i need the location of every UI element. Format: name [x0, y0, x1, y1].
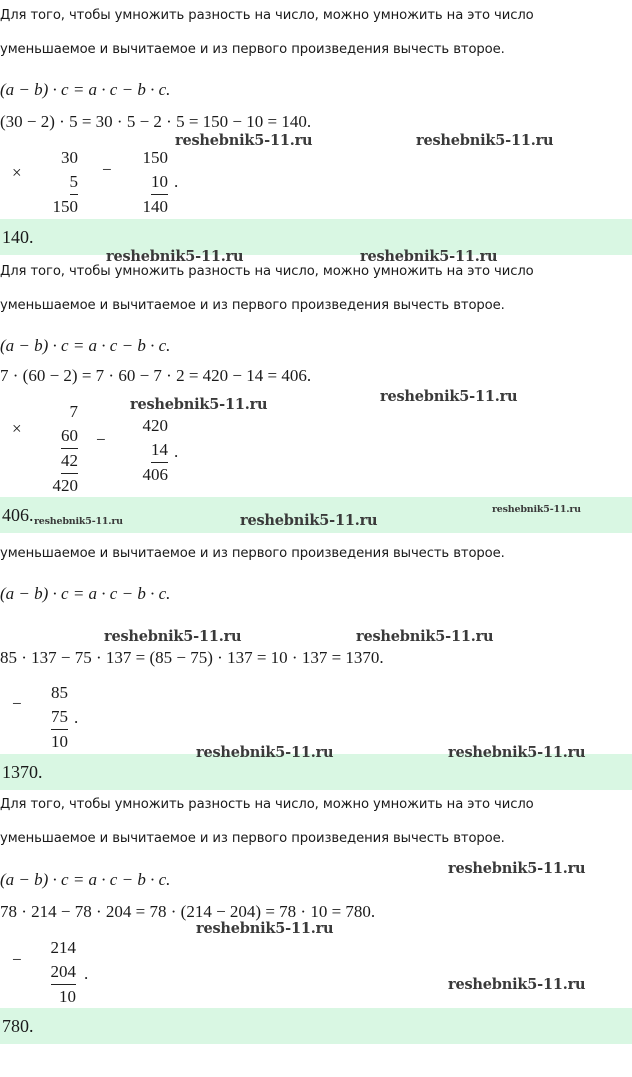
mult-result: 150 — [52, 197, 78, 216]
column-multiplication — [44, 146, 78, 219]
multiply-sign: × — [12, 419, 22, 438]
sub-top: 214 — [50, 938, 76, 957]
mult-bottom: 60 — [61, 424, 78, 449]
watermark: reshebnik5-11.ru — [380, 388, 518, 405]
mult-result: 420 — [52, 476, 78, 495]
watermark: reshebnik5-11.ru — [34, 516, 123, 527]
calculation-expression: 78 · 214 − 78 · 204 = 78 · (214 − 204) = 78 · 10 = 780. — [0, 902, 376, 921]
rule-text-line1: Для того, чтобы умножить разность на число, можно умножить на это число — [0, 264, 534, 279]
period: . — [174, 442, 179, 461]
distributive-formula: (a − b) · c = a · c − b · c. — [0, 80, 171, 99]
sub-bottom: 75 — [51, 705, 68, 730]
watermark: reshebnik5-11.ru — [240, 512, 378, 529]
watermark: reshebnik5-11.ru — [106, 248, 244, 265]
watermark: reshebnik5-11.ru — [104, 628, 242, 645]
distributive-formula: (a − b) · c = a · c − b · c. — [0, 336, 171, 355]
distributive-formula: (a − b) · c = a · c − b · c. — [0, 584, 171, 603]
mult-top: 7 — [69, 402, 78, 421]
distributive-formula: (a − b) · c = a · c − b · c. — [0, 870, 171, 889]
period: . — [84, 964, 89, 983]
minus-sign: − — [12, 694, 22, 713]
rule-text-line1: Для того, чтобы умножить разность на число, можно умножить на это число — [0, 8, 534, 23]
column-subtraction — [40, 681, 68, 754]
multiply-sign: × — [12, 163, 22, 182]
column-subtraction — [132, 146, 168, 219]
sub-bottom: 14 — [151, 438, 168, 463]
calculation-expression: (30 − 2) · 5 = 30 · 5 − 2 · 5 = 150 − 10 = 140. — [0, 112, 312, 131]
sub-top: 420 — [142, 416, 168, 435]
minus-sign: − — [12, 950, 22, 969]
sub-bottom: 204 — [51, 960, 77, 985]
column-subtraction — [40, 936, 76, 1009]
watermark: reshebnik5-11.ru — [448, 744, 586, 761]
sub-result: 406 — [142, 465, 168, 484]
watermark: reshebnik5-11.ru — [448, 860, 586, 877]
answer-text: 1370. — [2, 762, 43, 782]
mult-partial: 42 — [61, 449, 78, 474]
watermark: reshebnik5-11.ru — [196, 920, 334, 937]
rule-text-line1: Для того, чтобы умножить разность на число, можно умножить на это число — [0, 797, 534, 812]
minus-sign: − — [102, 160, 112, 179]
period: . — [174, 172, 179, 191]
answer-band — [0, 219, 632, 255]
mult-top: 30 — [61, 148, 78, 167]
watermark: reshebnik5-11.ru — [175, 132, 313, 149]
calculation-expression: 85 · 137 − 75 · 137 = (85 − 75) · 137 = 10 · 137 = 1370. — [0, 648, 384, 667]
minus-sign: − — [96, 430, 106, 449]
watermark: reshebnik5-11.ru — [130, 396, 268, 413]
mult-bottom: 5 — [70, 170, 79, 195]
period: . — [74, 708, 79, 727]
column-subtraction — [132, 414, 168, 487]
sub-result: 140 — [142, 197, 168, 216]
answer-band — [0, 1008, 632, 1044]
sub-top: 85 — [51, 683, 68, 702]
sub-result: 10 — [59, 987, 76, 1006]
rule-text-line2: уменьшаемое и вычитаемое и из первого произведения вычесть второе. — [0, 546, 505, 561]
sub-result: 10 — [51, 732, 68, 751]
calculation-expression: 7 · (60 − 2) = 7 · 60 − 7 · 2 = 420 − 14 = 406. — [0, 366, 312, 385]
answer-text: 140. — [2, 227, 34, 247]
watermark: reshebnik5-11.ru — [356, 628, 494, 645]
watermark: reshebnik5-11.ru — [448, 976, 586, 993]
column-multiplication — [44, 400, 78, 498]
watermark: reshebnik5-11.ru — [360, 248, 498, 265]
sub-bottom: 10 — [151, 170, 168, 195]
answer-text: 780. — [2, 1016, 34, 1036]
rule-text-line2: уменьшаемое и вычитаемое и из первого произведения вычесть второе. — [0, 42, 505, 57]
rule-text-line2: уменьшаемое и вычитаемое и из первого произведения вычесть второе. — [0, 831, 505, 846]
watermark: reshebnik5-11.ru — [492, 504, 581, 515]
sub-top: 150 — [142, 148, 168, 167]
rule-text-line2: уменьшаемое и вычитаемое и из первого произведения вычесть второе. — [0, 298, 505, 313]
watermark: reshebnik5-11.ru — [196, 744, 334, 761]
answer-text: 406. — [2, 505, 34, 525]
watermark: reshebnik5-11.ru — [416, 132, 554, 149]
